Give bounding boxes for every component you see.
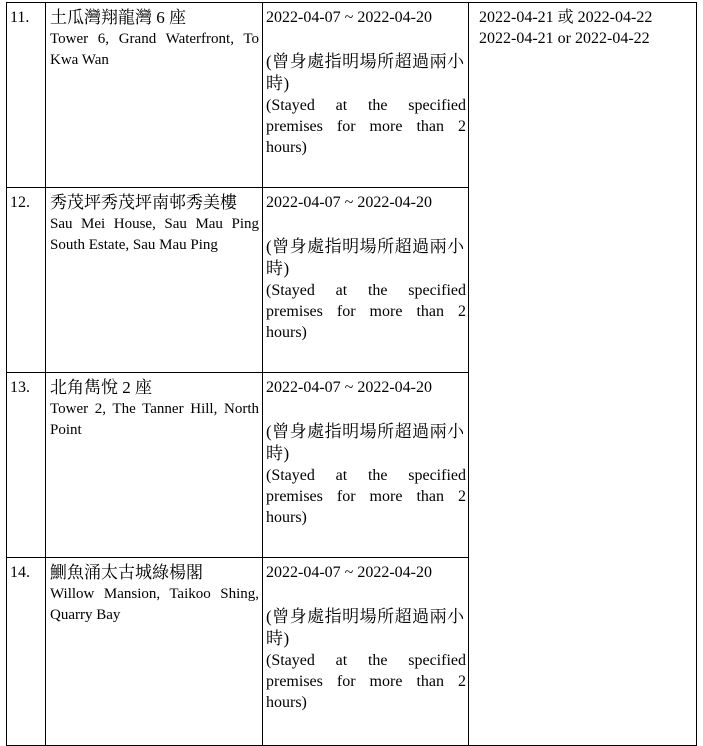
date-range: 2022-04-07 ~ 2022-04-20 [266,194,432,211]
note-en: (Stayed at the specified premises for more than 2 hours) [266,467,466,526]
location-cell [46,188,263,373]
note-zh: (曾身處指明場所超過兩小時) [266,52,465,93]
location-name-en: Tower 6, Grand Waterfront, To Kwa Wan [50,31,259,68]
note-zh: (曾身處指明場所超過兩小時) [266,237,465,278]
period-cell [263,558,469,746]
location-name-en: Sau Mei House, Sau Mau Ping South Estate, Sau Mau Ping [50,216,259,253]
row-number: 13. [7,373,46,558]
row-number: 12. [7,188,46,373]
location-cell [46,558,263,746]
row-number: 11. [7,3,46,188]
note-zh: (曾身處指明場所超過兩小時) [266,607,465,648]
location-name-zh: 鰂魚涌太古城綠楊閣 [50,563,203,582]
location-name-en: Tower 2, The Tanner Hill, North Point [50,401,259,438]
location-name-zh: 北角雋悅 2 座 [50,378,152,397]
location-name-en: Willow Mansion, Taikoo Shing, Quarry Bay [50,586,259,623]
date-range: 2022-04-07 ~ 2022-04-20 [266,379,432,396]
note-zh: (曾身處指明場所超過兩小時) [266,422,465,463]
period-cell [263,188,469,373]
row-number: 14. [7,558,46,746]
table-row [7,3,697,188]
date-range: 2022-04-07 ~ 2022-04-20 [266,9,432,26]
premises-table [6,2,697,746]
note-en: (Stayed at the specified premises for more than 2 hours) [266,97,466,156]
location-cell [46,3,263,188]
location-name-zh: 秀茂坪秀茂坪南邨秀美樓 [50,193,237,212]
test-dates-en: 2022-04-21 or 2022-04-22 [479,30,650,47]
note-en: (Stayed at the specified premises for more than 2 hours) [266,652,466,711]
location-name-zh: 土瓜灣翔龍灣 6 座 [50,8,186,27]
date-range: 2022-04-07 ~ 2022-04-20 [266,564,432,581]
period-cell [263,373,469,558]
note-en: (Stayed at the specified premises for more than 2 hours) [266,282,466,341]
location-cell [46,373,263,558]
period-cell [263,3,469,188]
test-dates-cell [469,3,697,746]
test-dates-zh: 2022-04-21 或 2022-04-22 [479,9,653,26]
